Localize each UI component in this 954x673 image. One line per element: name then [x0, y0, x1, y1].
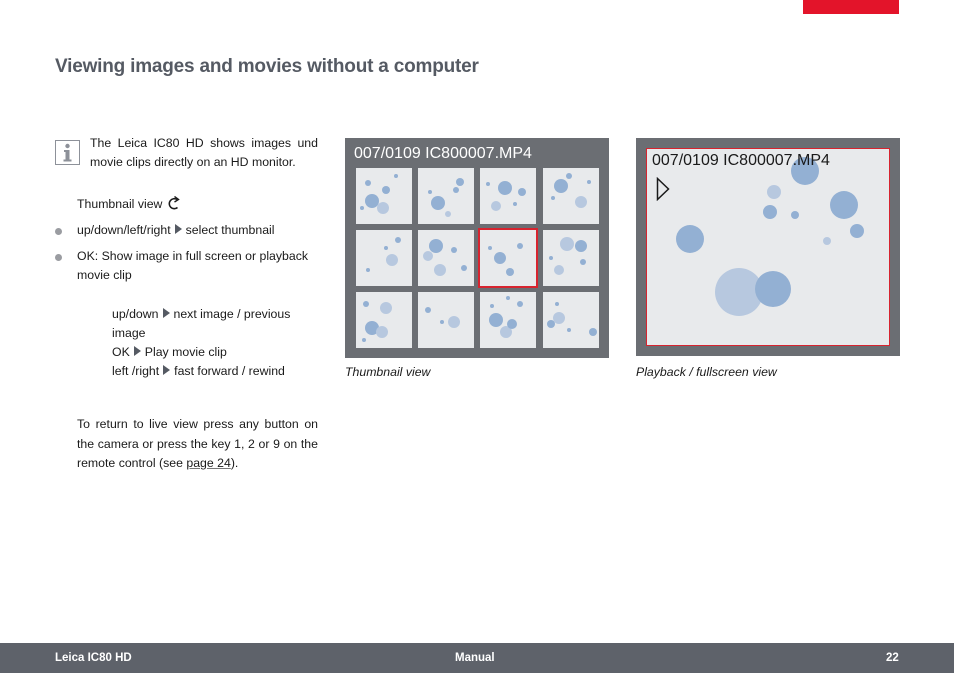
thumbnail-view-label: Thumbnail view	[77, 197, 163, 211]
thumbnail-caption: Thumbnail view	[345, 365, 431, 379]
play-icon	[656, 177, 670, 206]
arrow-right-icon	[175, 224, 182, 234]
page-title: Viewing images and movies without a computer	[55, 56, 479, 77]
thumbnail	[356, 230, 412, 286]
thumbnail	[543, 292, 599, 348]
arrow-right-icon	[163, 365, 170, 375]
thumbnail	[480, 292, 536, 348]
thumbnail-view-screen	[345, 138, 609, 358]
header-accent-tab	[803, 0, 899, 14]
thumbnail-view-heading	[77, 195, 180, 216]
fullscreen-view-screen	[636, 138, 900, 356]
thumbnail	[418, 292, 474, 348]
intro-text: The Leica IC80 HD shows images und movie clips directly on an HD monitor.	[90, 136, 318, 169]
footer-doc: Manual	[455, 652, 495, 664]
footer-page-number: 22	[886, 652, 899, 664]
bullet-icon	[55, 228, 62, 235]
sub-item-ok: OK Play movie clip	[112, 345, 227, 359]
rotate-arrow-icon	[168, 196, 180, 216]
thumbnail	[356, 168, 412, 224]
bubbles-graphic	[647, 149, 888, 344]
arrow-right-icon	[134, 346, 141, 356]
thumbnail	[356, 292, 412, 348]
footer-bar	[0, 643, 954, 673]
thumbnail-selected	[480, 230, 536, 286]
bullet-icon	[55, 254, 62, 261]
page-link[interactable]: page 24	[186, 456, 231, 470]
thumbnail	[418, 168, 474, 224]
thumbnail-filename: 007/0109 IC800007.MP4	[354, 145, 532, 162]
thumbnail	[543, 230, 599, 286]
arrow-right-icon	[163, 308, 170, 318]
thumbnail	[480, 168, 536, 224]
fullscreen-filename: 007/0109 IC800007.MP4	[652, 152, 830, 169]
return-instructions: To return to live view press any button on the camera or press the key 1, 2 or 9 on the remote control (see page 24).	[77, 417, 318, 470]
fullscreen-caption: Playback / fullscreen view	[636, 365, 777, 379]
info-icon	[55, 140, 80, 165]
fullscreen-image	[646, 148, 890, 346]
footer-product: Leica IC80 HD	[55, 652, 132, 664]
bullet-item-select: up/down/left/right select thumbnail	[77, 223, 275, 237]
sub-item-leftright: left /right fast forward / rewind	[112, 364, 285, 378]
bullet-item-ok: OK: Show image in full screen or playback movie clip	[77, 249, 309, 282]
thumbnail	[418, 230, 474, 286]
thumbnail	[543, 168, 599, 224]
sub-item-updown: up/down next image / previous image	[112, 307, 291, 340]
